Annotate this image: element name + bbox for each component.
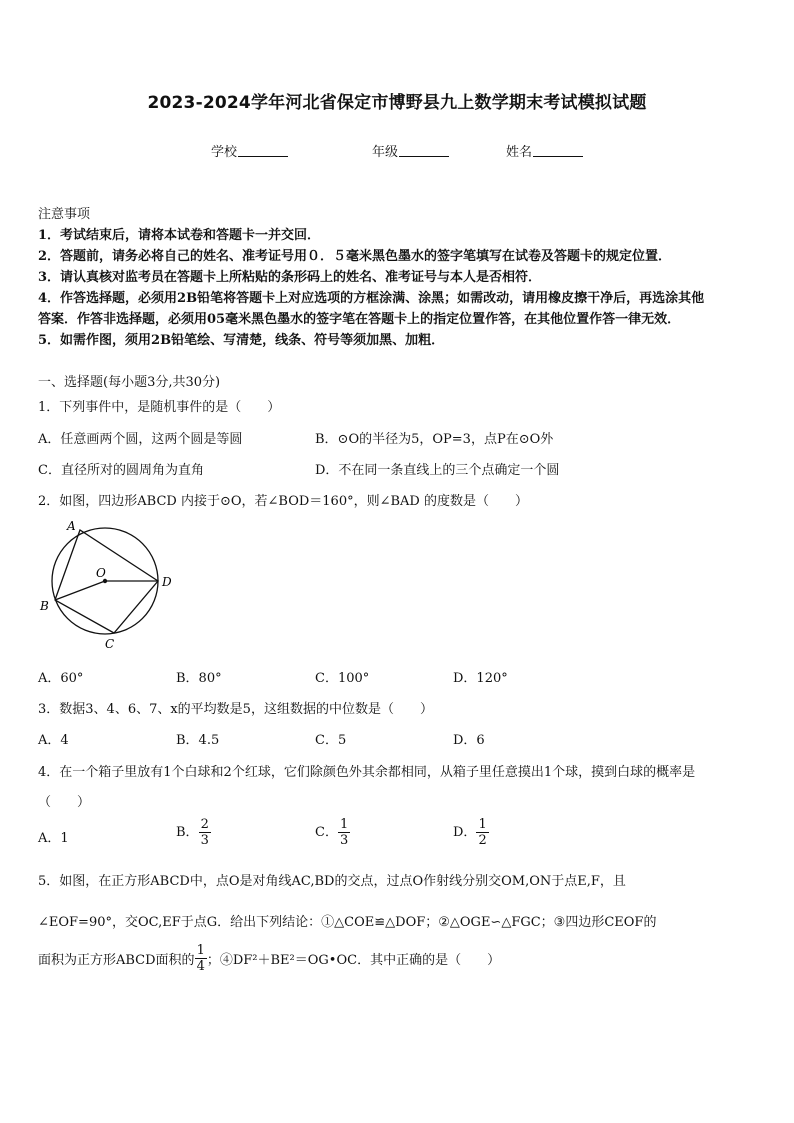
fraction-denominator: 3 xyxy=(339,833,349,848)
label-c: C xyxy=(105,637,115,651)
fraction-denominator: 4 xyxy=(196,959,205,974)
q4-option-b[interactable] xyxy=(176,817,211,848)
q2-option-d[interactable]: D．120° xyxy=(453,671,508,686)
q4-c-prefix: C． xyxy=(315,825,338,840)
question-1-stem: 1．下列事件中，是随机事件的是（ ） xyxy=(38,400,281,415)
segment-bo xyxy=(55,581,105,600)
section-heading: 一、选择题(每小题3分,共30分) xyxy=(38,375,221,390)
q3-option-a[interactable]: A．4 xyxy=(38,733,69,748)
q5-text-a: 面积为正方形ABCD面积的 xyxy=(38,953,195,968)
q2-option-b[interactable]: B．80° xyxy=(176,671,222,686)
q3-option-b[interactable]: B．4.5 xyxy=(176,733,220,748)
q5-text-b: ；④DF²＋BE²＝OG•OC．其中正确的是（ ） xyxy=(206,953,501,968)
fraction-denominator: 3 xyxy=(200,833,209,848)
question-2-stem: 2．如图，四边形ABCD 内接于⊙O，若∠BOD＝160°，则∠BAD 的度数是（ ） xyxy=(38,494,528,509)
fraction-denominator: 2 xyxy=(478,833,487,848)
label-d: D xyxy=(162,575,172,589)
question-4-stem: 4．在一个箱子里放有1个白球和2个红球，它们除颜色外其余都相同，从箱子里任意摸出1个球，摸到白球的概率是 xyxy=(38,765,696,780)
question-5-line-3 xyxy=(38,943,500,974)
notice-item: 4．作答选择题，必须用2B铅笔将答题卡上对应选项的方框涂满、涂黑；如需改动，请用橡皮擦干净后，再选涂其他 xyxy=(38,291,705,306)
label-b: B xyxy=(40,599,49,613)
name-blank[interactable] xyxy=(533,144,583,157)
notice-item: 2．答题前，请务必将自己的姓名、准考证号用０．５毫米黑色墨水的签字笔填写在试卷及答题卡的规定位置． xyxy=(38,249,672,264)
grade-label: 年级 xyxy=(372,145,399,160)
question-3-stem: 3．数据3、4、6、7、x的平均数是5，这组数据的中位数是（ ） xyxy=(38,702,433,717)
q4-d-prefix: D． xyxy=(453,825,477,840)
notice-item: 3．请认真核对监考员在答题卡上所粘贴的条形码上的姓名、准考证号与本人是否相符． xyxy=(38,270,542,285)
q1-option-c[interactable]: C．直径所对的圆周角为直角 xyxy=(38,463,204,478)
fraction-numerator: 1 xyxy=(478,817,487,832)
school-field[interactable] xyxy=(211,141,288,160)
q2-option-a[interactable]: A．60° xyxy=(38,671,84,686)
name-field[interactable] xyxy=(506,141,583,160)
school-label: 学校 xyxy=(211,145,238,160)
page-title: 2023-2024学年河北省保定市博野县九上数学期末考试模拟试题 xyxy=(147,93,647,113)
q4-option-c[interactable] xyxy=(315,817,350,848)
fraction-numerator: 2 xyxy=(200,817,209,832)
q1-option-b[interactable]: B．⊙O的半径为5，OP=3，点P在⊙O外 xyxy=(315,432,554,447)
grade-blank[interactable] xyxy=(399,144,449,157)
question-5-line-2: ∠EOF=90°，交OC,EF于点G．给出下列结论：①△COE≌△DOF；②△OGE∽△FGC；③四边形CEOF的 xyxy=(38,915,657,930)
fraction xyxy=(195,943,207,974)
q3-option-c[interactable]: C．5 xyxy=(315,733,347,748)
q1-option-a[interactable]: A．任意画两个圆，这两个圆是等圆 xyxy=(38,432,243,447)
label-a: A xyxy=(67,519,76,533)
q3-option-d[interactable]: D．6 xyxy=(453,733,485,748)
q4-option-d[interactable] xyxy=(453,817,489,848)
grade-field[interactable] xyxy=(372,141,449,160)
name-label: 姓名 xyxy=(506,145,533,160)
school-blank[interactable] xyxy=(238,144,288,157)
fraction xyxy=(476,817,488,848)
fraction xyxy=(338,817,350,848)
fraction-numerator: 1 xyxy=(196,943,205,958)
q2-option-c[interactable]: C．100° xyxy=(315,671,370,686)
question-4-paren: （ ） xyxy=(38,795,91,810)
fraction xyxy=(199,817,211,848)
q4-option-a[interactable]: A．1 xyxy=(38,831,69,846)
circle-quadrilateral-figure xyxy=(38,516,183,656)
fraction-numerator: 1 xyxy=(339,817,349,832)
q1-option-d[interactable]: D．不在同一条直线上的三个点确定一个圆 xyxy=(315,463,560,478)
notice-heading: 注意事项 xyxy=(38,207,91,222)
notice-item: 1．考试结束后，请将本试卷和答题卡一并交回． xyxy=(38,228,321,243)
notice-item: 答案．作答非选择题，必须用05毫米黑色墨水的签字笔在答题卡上的指定位置作答，在其他位置作答一律无效． xyxy=(38,312,681,327)
q4-b-prefix: B． xyxy=(176,825,199,840)
question-5-line-1: 5．如图，在正方形ABCD中，点O是对角线AC,BD的交点，过点O作射线分别交OM,ON于点E,F，且 xyxy=(38,874,626,889)
notice-item: 5．如需作图，须用2B铅笔绘、写清楚，线条、符号等须加黑、加粗． xyxy=(38,333,445,348)
label-o: O xyxy=(96,566,106,580)
